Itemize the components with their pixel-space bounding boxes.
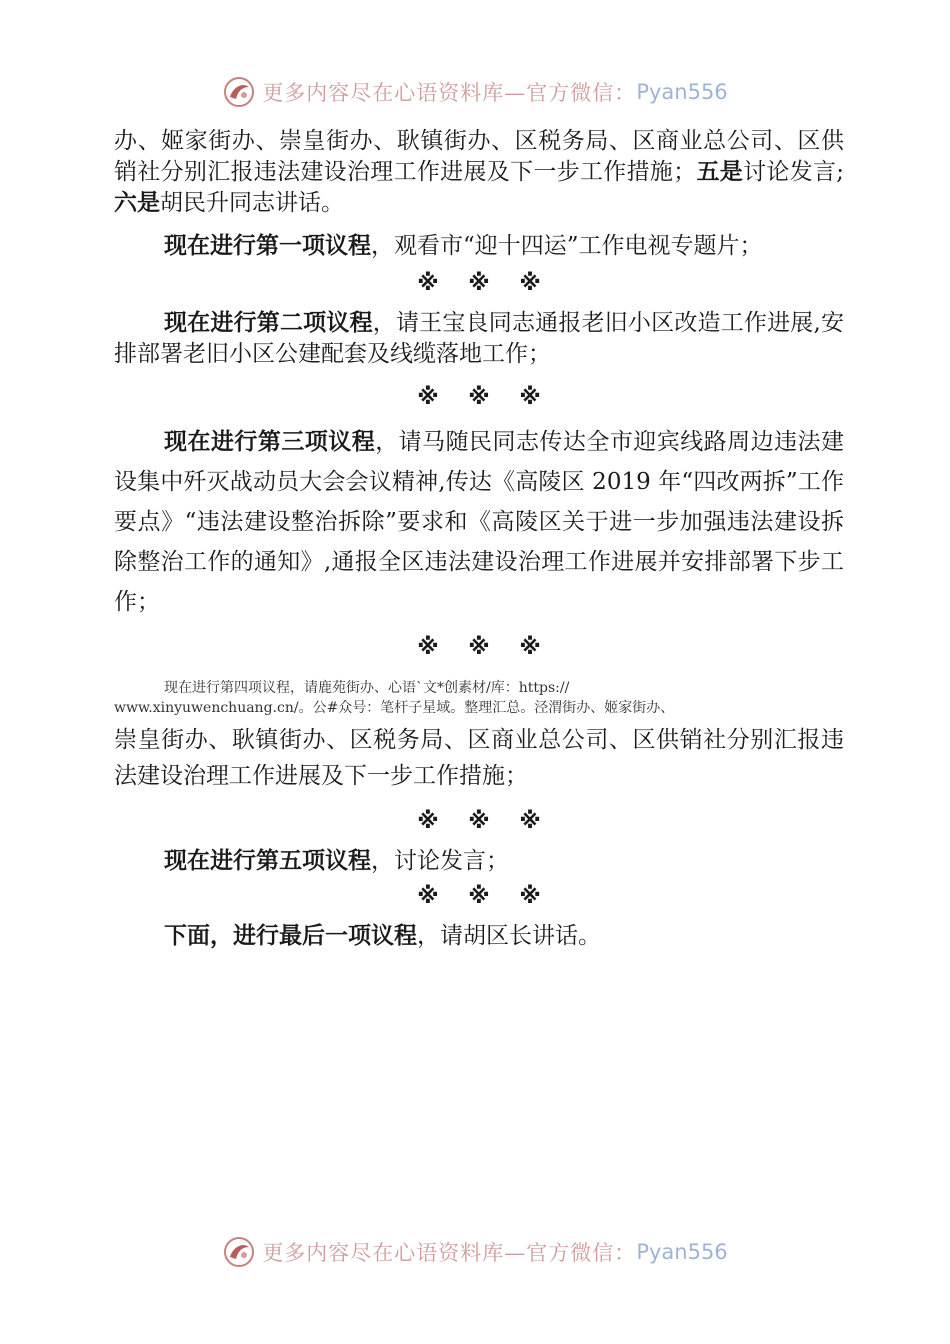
agenda-item-final: 下面，进行最后一项议程，请胡区长讲话。 <box>164 923 601 949</box>
document-body <box>114 126 844 952</box>
watermark-wechat: Pyan556 <box>636 1240 728 1264</box>
agenda-item-2: 现在进行第二项议程，请王宝良同志通报老旧小区改造工作进展,安排部署老旧小区公建配套及线缆落地工作； <box>114 310 844 367</box>
watermark-header <box>0 72 950 112</box>
separator: ※ ※ ※ <box>417 809 541 834</box>
agenda-item-4: 崇皇街办、耿镇街办、区税务局、区商业总公司、区供销社分别汇报违法建设治理工作进展及下一步工作措施； <box>114 727 844 789</box>
logo-icon <box>222 75 256 109</box>
agenda-item-1: 现在进行第一项议程，观看市“迎十四运”工作电视专题片； <box>164 233 763 259</box>
separator: ※ ※ ※ <box>417 271 541 296</box>
agenda-item-5: 现在进行第五项议程，讨论发言； <box>164 848 509 874</box>
paragraph-1: 办、姬家街办、崇皇街办、耿镇街办、区税务局、区商业总公司、区供销社分别汇报违法建设治理工作进展及下一步工作措施；五是讨论发言;六是胡民升同志讲话。 <box>114 128 845 216</box>
watermark-wechat: Pyan556 <box>636 80 728 104</box>
agenda-item-3: 现在进行第三项议程，请马随民同志传达全市迎宾线路周边违法建设集中歼灭战动员大会会议精神,传达《高陵区 2019 年“四改两拆”工作要点》“违法建设整治拆除”要求和《高陵区关于进一步加强违法建设拆除整治工作的通知》,通报全区违法建设治理工作进展并安排部署下步工作； <box>114 429 845 615</box>
separator: ※ ※ ※ <box>417 635 541 660</box>
watermark-footer <box>0 1232 950 1272</box>
logo-icon <box>222 1235 256 1269</box>
separator: ※ ※ ※ <box>417 385 541 410</box>
separator: ※ ※ ※ <box>417 884 541 909</box>
watermark-text: 更多内容尽在心语资料库—官方微信： <box>262 81 637 105</box>
agenda-item-4-small-text: 现在进行第四项议程，请鹿苑街办、心语`文*创素材/库：https:// www.xinyuwenchuang.cn/。公#众号：笔杆子星域。整理汇总。泾渭街办、姬家街办、 <box>114 680 675 716</box>
watermark-text: 更多内容尽在心语资料库—官方微信： <box>262 1241 637 1265</box>
